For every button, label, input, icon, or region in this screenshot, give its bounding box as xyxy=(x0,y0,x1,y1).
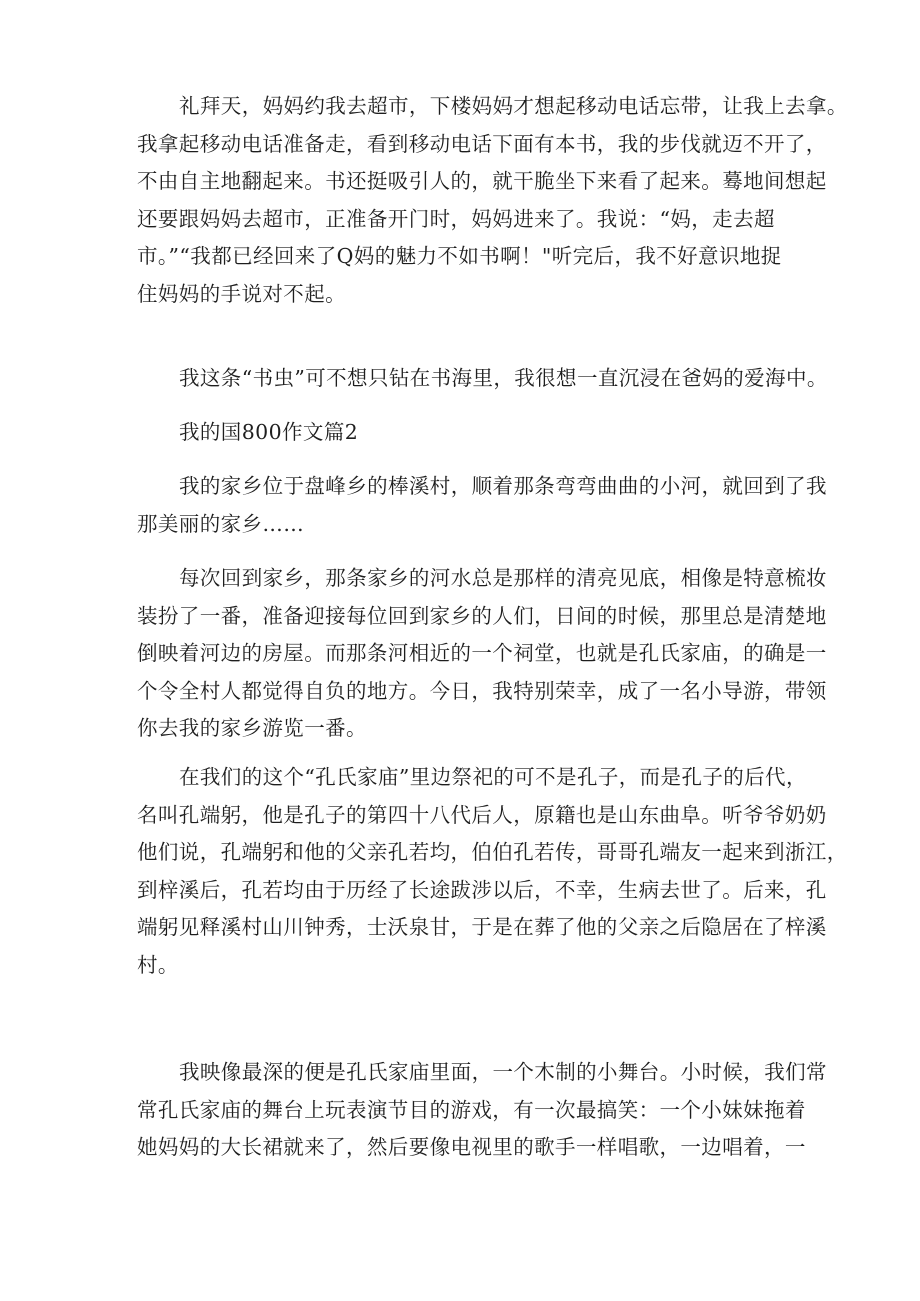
text-line: 每次回到家乡，那条家乡的河水总是那样的清亮见底，相像是特意梳妆 xyxy=(179,566,827,590)
paragraph-4 xyxy=(137,560,827,748)
text-line: 礼拜天，妈妈约我去超市，下楼妈妈才想起移动电话忘带，让我上去拿。 xyxy=(179,94,848,118)
text-line: 不由自主地翻起来。书还挺吸引人的，就干脆坐下来看了起来。蓦地间想起 xyxy=(137,169,827,193)
text-line: 她妈妈的大长裙就来了，然后要像电视里的歌手一样唱歌，一边唱着，一 xyxy=(137,1135,806,1159)
paragraph-1 xyxy=(137,88,848,313)
text-line: 我的家乡位于盘峰乡的棒溪村，顺着那条弯弯曲曲的小河，就回到了我 xyxy=(179,474,827,498)
text-line: 名叫孔端躬，他是孔子的第四十八代后人，原籍也是山东曲阜。听爷爷奶奶 xyxy=(137,802,827,827)
text-line: 到梓溪后，孔若均由于历经了长途跋涉以后，不幸，生病去世了。后来，孔 xyxy=(137,877,827,902)
text-line: 常孔氏家庙的舞台上玩表演节目的游戏，有一次最搞笑：一个小妹妹拖着 xyxy=(137,1097,806,1122)
text-line: 个令全村人都觉得自负的地方。今日，我特别荣幸，成了一名小导游，带领 xyxy=(137,678,827,703)
text-line: 他们说，孔端躬和他的父亲孔若均，伯伯孔若传，哥哥孔端友一起来到浙江， xyxy=(137,840,848,864)
paragraph-3 xyxy=(137,468,827,543)
section-heading xyxy=(137,414,817,452)
text-line: 我映像最深的便是孔氏家庙里面，一个木制的小舞台。小时候，我们常 xyxy=(179,1060,827,1084)
text-line: 装扮了一番，准备迎接每位回到家乡的人们，日间的时候，那里总是清楚地 xyxy=(137,603,827,628)
text-line: 你去我的家乡游览一番。 xyxy=(137,716,367,740)
text-line: 村。 xyxy=(137,952,179,977)
text-line: 住妈妈的手说对不起。 xyxy=(137,281,346,306)
text-line: 在我们的这个“孔氏家庙”里边祭祀的可不是孔子，而是孔子的后代， xyxy=(179,765,807,789)
paragraph-5 xyxy=(137,759,848,984)
text-line: 我这条“书虫”可不想只钻在书海里，我很想一直沉浸在爸妈的爱海中。 xyxy=(179,366,828,390)
text-line: 倒映着河边的房屋。而那条河相近的一个祠堂，也就是孔氏家庙，的确是一 xyxy=(137,641,827,665)
text-line: 还要跟妈妈去超市，正准备开门时，妈妈进来了。我说：“妈，走去超 xyxy=(137,206,775,231)
section-title: 我的国800作文篇2 xyxy=(179,420,359,444)
paragraph-2 xyxy=(137,360,828,398)
text-line: 那美丽的家乡…… xyxy=(137,511,305,536)
text-line: 我拿起移动电话准备走，看到移动电话下面有本书，我的步伐就迈不开了， xyxy=(137,131,827,156)
paragraph-6 xyxy=(137,1054,827,1167)
text-line: 端躬见释溪村山川钟秀，士沃泉甘，于是在葬了他的父亲之后隐居在了梓溪 xyxy=(137,915,827,939)
text-line: 市。”“我都已经回来了Q妈的魅力不如书啊！"听完后，我不好意识地捉 xyxy=(137,244,782,268)
